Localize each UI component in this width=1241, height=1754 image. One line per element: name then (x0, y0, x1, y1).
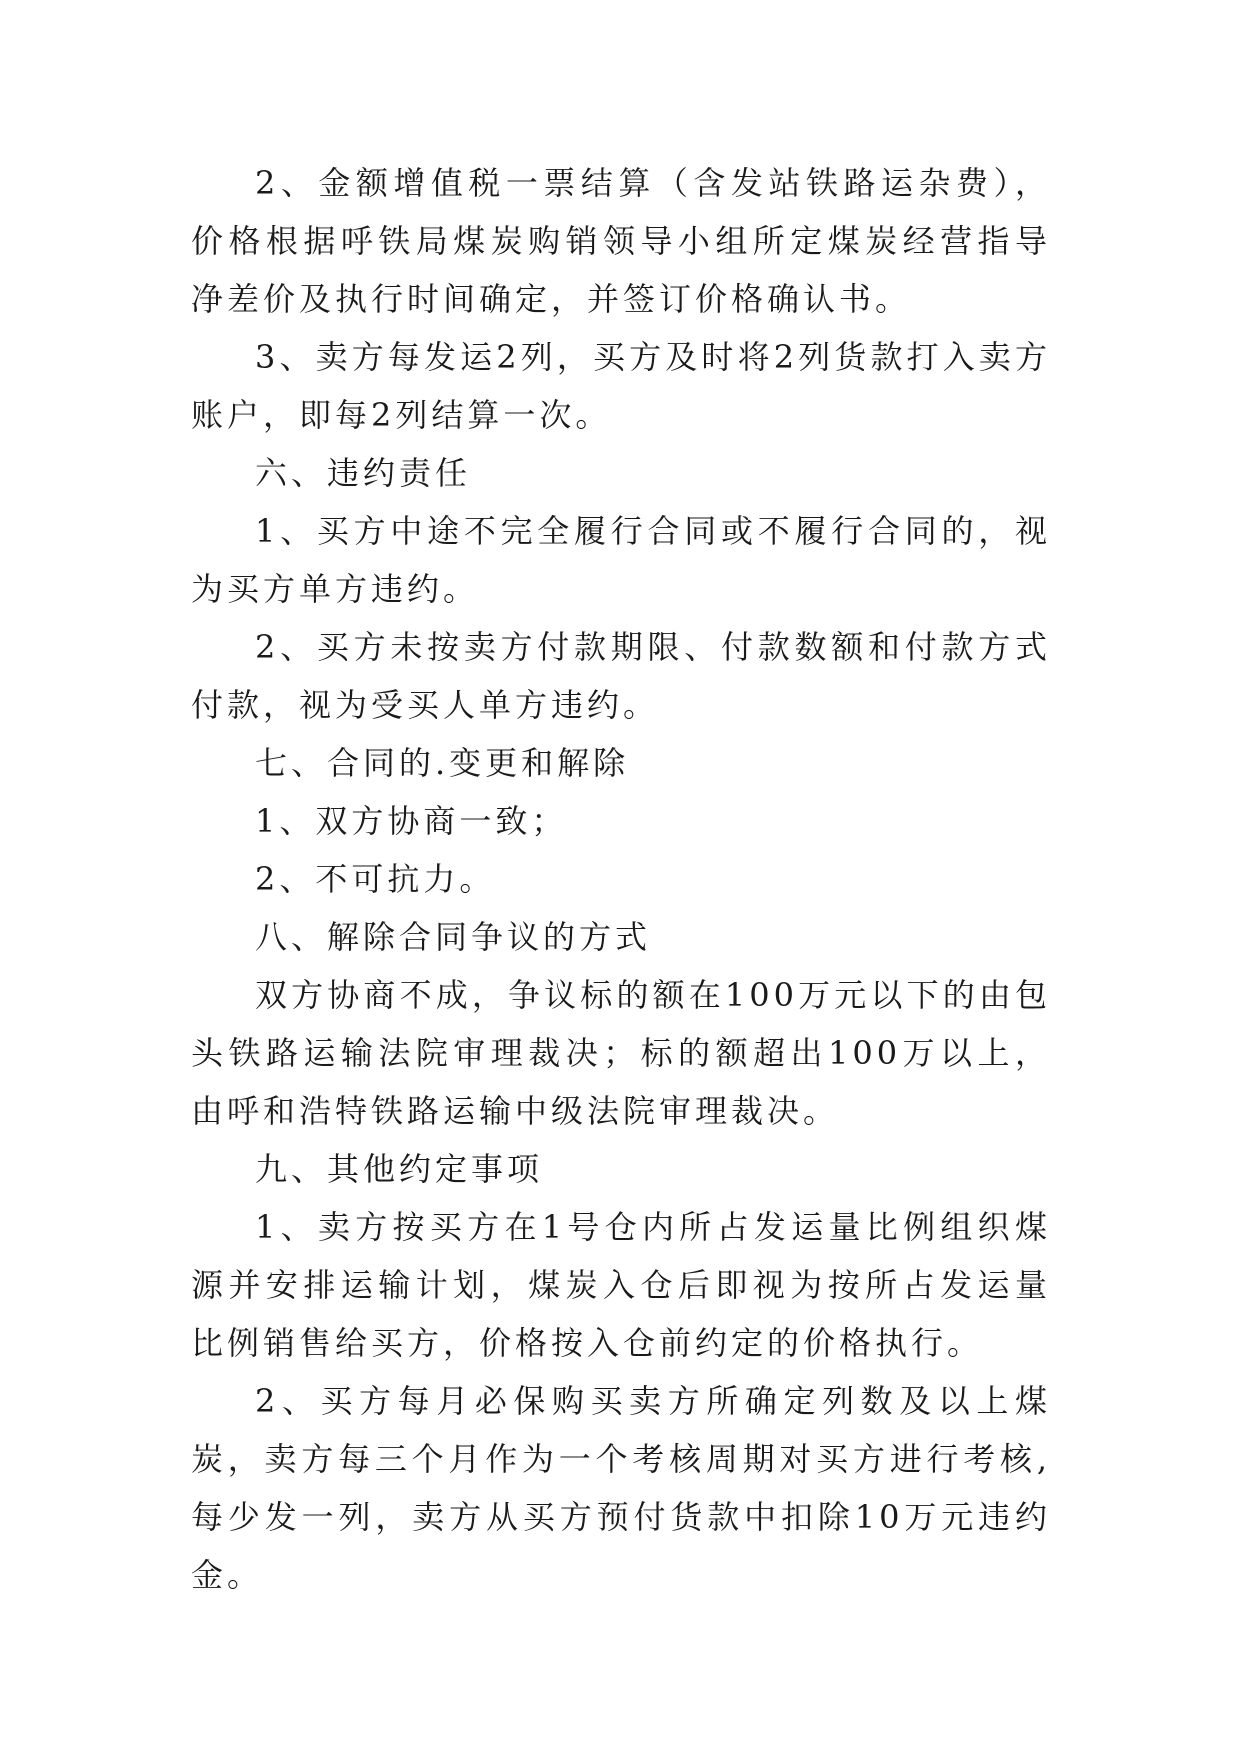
paragraph: 1、双方协商一致； (255, 802, 568, 840)
paragraph: 1、买方中途不完全履行合同或不履行合同的，视为买方单方违约。 (191, 512, 1051, 608)
section-heading: 六、违约责任 (255, 454, 472, 492)
section-heading: 七、合同的.变更和解除 (255, 744, 630, 782)
paragraph: 2、买方每月必保购买卖方所确定列数及以上煤炭，卖方每三个月作为一个考核周期对买方进行考核,每少发一列，卖方从买方预付货款中扣除10万元违约金。 (191, 1382, 1051, 1594)
paragraph: 3、卖方每发运2列，买方及时将2列货款打入卖方账户，即每2列结算一次。 (191, 338, 1051, 434)
paragraph: 2、金额增值税一票结算（含发站铁路运杂费），价格根据呼铁局煤炭购销领导小组所定煤炭经营指导净差价及执行时间确定，并签订价格确认书。 (191, 164, 1051, 318)
section-heading: 九、其他约定事项 (255, 1150, 544, 1188)
paragraph: 双方协商不成，争议标的额在100万元以下的由包头铁路运输法院审理裁决；标的额超出100万以上，由呼和浩特铁路运输中级法院审理裁决。 (191, 976, 1051, 1130)
paragraph: 2、买方未按卖方付款期限、付款数额和付款方式付款，视为受买人单方违约。 (191, 628, 1051, 724)
section-heading: 八、解除合同争议的方式 (255, 918, 652, 956)
paragraph: 2、不可抗力。 (255, 860, 496, 898)
paragraph: 1、卖方按买方在1号仓内所占发运量比例组织煤源并安排运输计划，煤炭入仓后即视为按所占发运量比例销售给买方，价格按入仓前约定的价格执行。 (191, 1208, 1051, 1362)
document-body (191, 154, 1051, 1604)
